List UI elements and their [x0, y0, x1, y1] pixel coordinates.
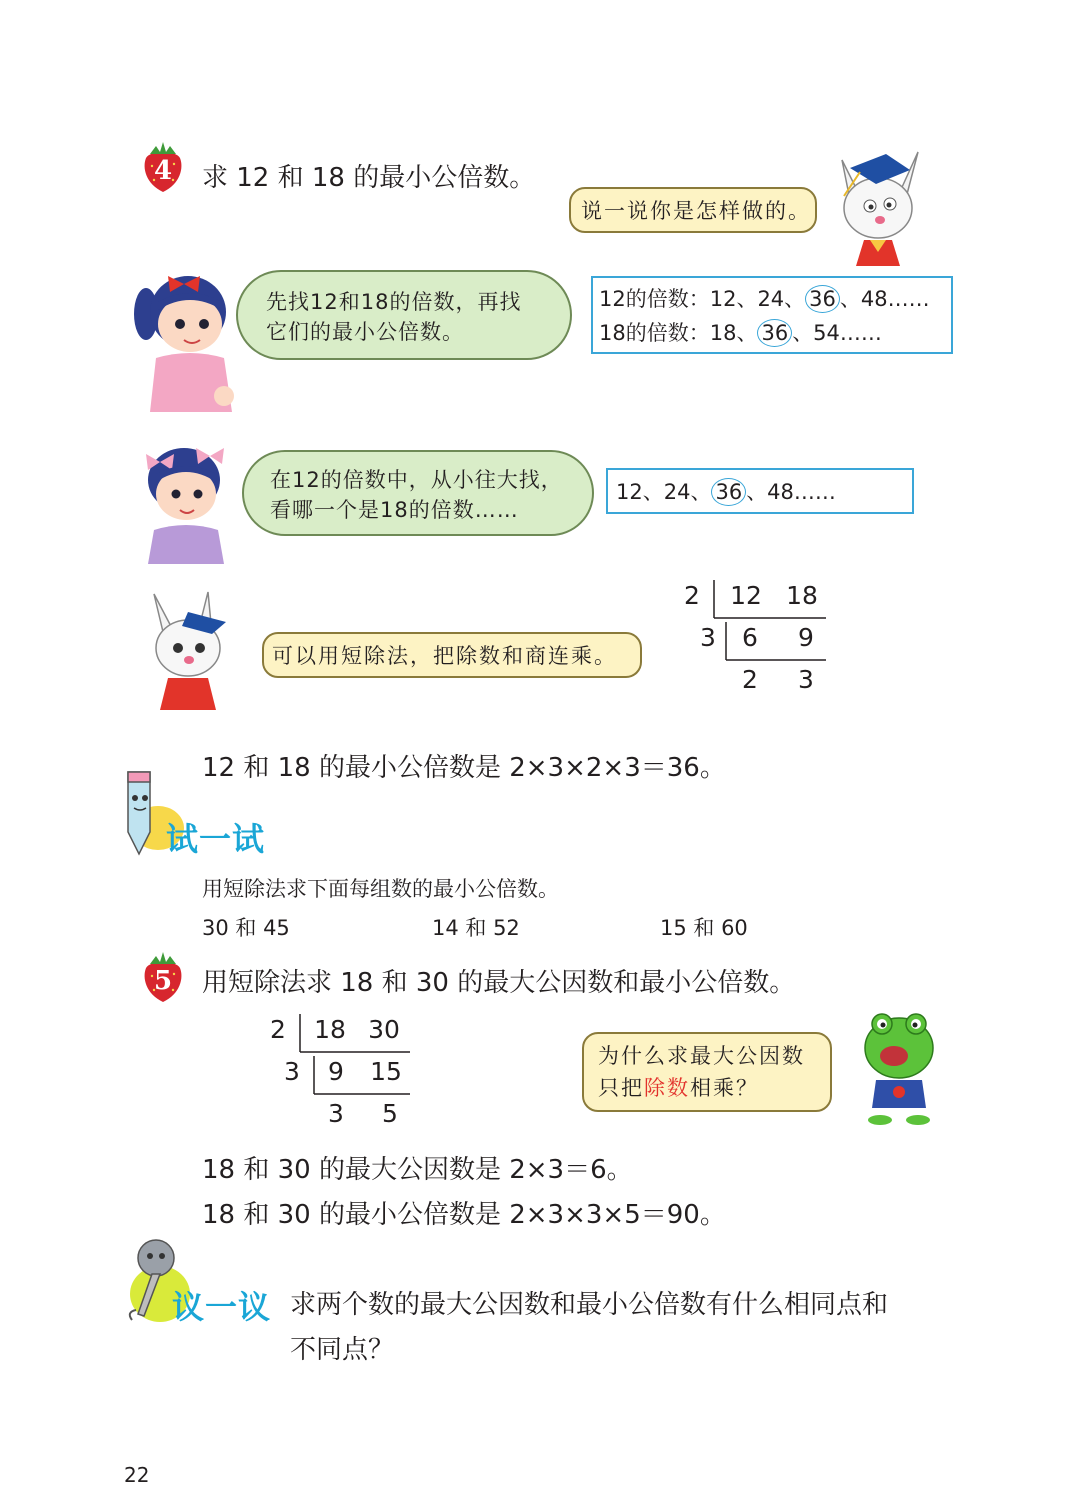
example5-question: 用短除法求 18 和 30 的最大公因数和最小公倍数。 [202, 968, 796, 998]
short-division-18-30 [246, 1010, 426, 1130]
try-it-item-2: 14 和 52 [432, 916, 520, 940]
discuss-title: 议一议 [172, 1288, 272, 1326]
division-lines [246, 1010, 426, 1130]
list-box [606, 468, 914, 514]
quotient-2a: 6 [742, 623, 758, 652]
page-number: 22 [124, 1463, 150, 1487]
girl-pigtails-icon [126, 262, 244, 412]
strawberry-badge-4 [140, 140, 186, 194]
rabbit-prompt: 说一说你是怎样做的。 [581, 199, 811, 223]
try-it-item-1: 30 和 45 [202, 916, 290, 940]
multiples-of-18 [599, 316, 882, 350]
girl2-speech-bubble [242, 450, 594, 536]
rabbit-teacher-icon [820, 140, 930, 270]
frog-line1: 为什么求最大公因数 [598, 1044, 805, 1068]
divisor-2: 3 [284, 1057, 300, 1086]
girl1-line2: 它们的最小公倍数。 [266, 320, 464, 344]
example4-result: 12 和 18 的最小公倍数是 2×3×2×3＝36。 [202, 753, 726, 783]
dividend-1b: 18 [786, 581, 818, 610]
multiples12-suffix: 、48…… [839, 287, 930, 311]
discuss-line1: 求两个数的最大公因数和最小公倍数有什么相同点和 [290, 1290, 889, 1320]
try-it-instruction: 用短除法求下面每组数的最小公倍数。 [202, 877, 559, 901]
rabbit-cap-icon [142, 588, 234, 710]
example5-lcm-result: 18 和 30 的最小公倍数是 2×3×3×5＝90。 [202, 1200, 726, 1230]
divisor-2: 3 [700, 623, 716, 652]
try-it-item-3: 15 和 60 [660, 916, 748, 940]
quotient-3a: 2 [742, 665, 758, 694]
discuss-line2: 不同点？ [290, 1335, 395, 1365]
multiples12-prefix: 12的倍数：12、24、 [599, 287, 806, 311]
example5-gcd-result: 18 和 30 的最大公因数是 2×3＝6。 [202, 1155, 633, 1185]
divisor-1: 2 [270, 1015, 286, 1044]
quotient-2a: 9 [328, 1057, 344, 1086]
division-lines [660, 576, 840, 696]
example-number: 4 [153, 156, 173, 186]
example-number: 5 [153, 966, 173, 996]
try-it-title: 试一试 [166, 820, 266, 858]
quotient-2b: 15 [370, 1057, 402, 1086]
strawberry-badge-5 [140, 950, 186, 1004]
divisor-1: 2 [684, 581, 700, 610]
quotient-2b: 9 [798, 623, 814, 652]
multiples-of-12 [599, 282, 930, 316]
multiples18-prefix: 18的倍数：18、 [599, 321, 758, 345]
frog-mascot-icon [858, 1008, 940, 1128]
rabbit2-says: 可以用短除法，把除数和商连乘。 [272, 644, 617, 668]
multiples18-circled: 36 [757, 319, 792, 347]
rabbit2-speech-bubble [262, 632, 642, 678]
girl1-speech-bubble [236, 270, 572, 360]
dividend-1a: 18 [314, 1015, 346, 1044]
dividend-1a: 12 [730, 581, 762, 610]
short-division-12-18 [660, 576, 840, 696]
girl2-line1: 在12的倍数中，从小往大找， [270, 468, 563, 492]
multiples-list [616, 475, 836, 509]
list-prefix: 12、24、 [616, 480, 712, 504]
example4-question: 求 12 和 18 的最小公倍数。 [202, 163, 536, 193]
girl-bows-icon [134, 440, 234, 564]
dividend-1b: 30 [368, 1015, 400, 1044]
girl1-line1: 先找12和18的倍数，再找 [266, 290, 522, 314]
list-suffix: 、48…… [746, 480, 836, 504]
frog-line2-end: 相乘？ [690, 1076, 759, 1100]
list-circled: 36 [711, 478, 746, 506]
multiples12-circled: 36 [805, 285, 840, 313]
frog-line2 [598, 1072, 759, 1104]
quotient-3b: 3 [798, 665, 814, 694]
quotient-3a: 3 [328, 1099, 344, 1128]
frog-line2-highlight: 除数 [644, 1076, 690, 1100]
multiples-box [591, 276, 953, 354]
multiples18-suffix: 、54…… [792, 321, 882, 345]
quotient-3b: 5 [382, 1099, 398, 1128]
girl2-line2: 看哪一个是18的倍数…… [270, 498, 519, 522]
frog-speech-bubble [582, 1032, 832, 1112]
frog-line2-start: 只把 [598, 1076, 644, 1100]
rabbit-speech-bubble [569, 187, 817, 233]
